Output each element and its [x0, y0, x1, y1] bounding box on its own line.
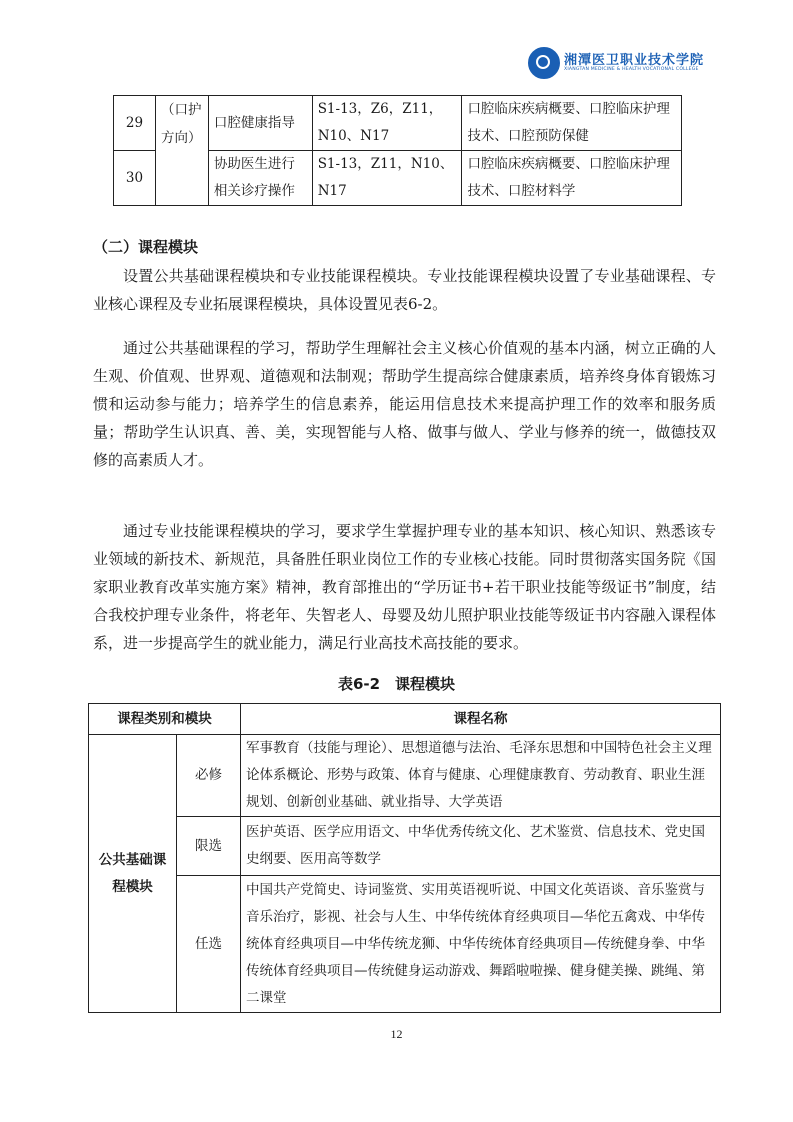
courses-cell: 口腔临床疾病概要、口腔临床护理技术、口腔材料学: [462, 151, 682, 206]
college-name-cn: 湘潭医卫职业技术学院: [564, 53, 705, 68]
paragraph-1: 设置公共基础课程模块和专业技能课程模块。专业技能课程模块设置了专业基础课程、专业核心课程及专业拓展课程模块，具体设置见表6-2。: [93, 267, 716, 313]
table-row: [89, 735, 721, 817]
direction-cell: （口护方向）: [155, 96, 208, 206]
courses-cell: 军事教育（技能与理论）、思想道德与法治、毛泽东思想和中国特色社会主义理论体系概论、形势与政策、体育与健康、心理健康教育、劳动教育、职业生涯规划、创新创业基础、就业指导、大学英语: [241, 735, 721, 817]
task-cell: 口腔健康指导: [208, 96, 312, 151]
paragraph-3: 通过专业技能课程模块的学习，要求学生掌握护理专业的基本知识、核心知识、熟悉该专业领域的新技术、新规范，具备胜任职业岗位工作的专业核心技能。同时贯彻落实国务院《国家职业教育改革实施方案》精神，教育部推出的“学历证书+若干职业技能等级证书”制度，结合我校护理专业条件，将老年、失智老人、母婴及幼儿照护职业技能等级证书内容融入课程体系，进一步提高学生的就业能力，满足行业高技术高技能的要求。: [93, 522, 716, 652]
task-cell: 协助医生进行相关诊疗操作: [208, 151, 312, 206]
college-name-en: XIANGTAN MEDICINE & HEALTH VOCATIONAL COLLEGE: [564, 67, 699, 72]
header-category: 课程类别和模块: [89, 704, 241, 735]
table-row: [114, 96, 682, 151]
category-cell: 公共基础课程模块: [89, 735, 177, 1013]
courses-cell: 口腔临床疾病概要、口腔临床护理技术、口腔预防保健: [462, 96, 682, 151]
table-row: [89, 817, 721, 876]
section-heading: （二）课程模块: [93, 238, 199, 256]
codes-cell: S1-13，Z6，Z11，N10、N17: [312, 96, 462, 151]
college-emblem-icon: [528, 47, 560, 79]
codes-cell: S1-13，Z11，N10、N17: [312, 151, 462, 206]
courses-cell: 医护英语、医学应用语文、中华优秀传统文化、艺术鉴赏、信息技术、党史国史纲要、医用高等数学: [241, 817, 721, 876]
job-task-table: [113, 95, 682, 206]
row-number: 30: [114, 151, 156, 206]
type-cell: 必修: [177, 735, 241, 817]
table-header-row: [89, 704, 721, 735]
courses-cell: 中国共产党简史、诗词鉴赏、实用英语视听说、中国文化英语谈、音乐鉴赏与音乐治疗，影视、社会与人生、中华传统体育经典项目—华佗五禽戏、中华传统体育经典项目—中华传统龙狮、中华传统体育经典项目—传统健身拳、中华传统体育经典项目—传统健身运动游戏、舞蹈啦啦操、健身健美操、跳绳、第二课堂: [241, 876, 721, 1013]
course-module-table: [88, 703, 721, 1013]
type-cell: 任选: [177, 876, 241, 1013]
table-row: [89, 876, 721, 1013]
type-cell: 限选: [177, 817, 241, 876]
college-logo: [526, 47, 776, 79]
page-number: 12: [390, 1027, 403, 1041]
paragraph-2: 通过公共基础课程的学习，帮助学生理解社会主义核心价值观的基本内涵，树立正确的人生观、价值观、世界观、道德观和法制观；帮助学生提高综合健康素质，培养终身体育锻炼习惯和运动参与能力；培养学生的信息素养，能运用信息技术来提高护理工作的效率和服务质量；帮助学生认识真、善、美，实现智能与人格、做事与做人、学业与修养的统一，做德技双修的高素质人才。: [93, 339, 716, 469]
table-caption: 表6-2 课程模块: [337, 675, 456, 693]
row-number: 29: [114, 96, 156, 151]
header-course-names: 课程名称: [241, 704, 721, 735]
